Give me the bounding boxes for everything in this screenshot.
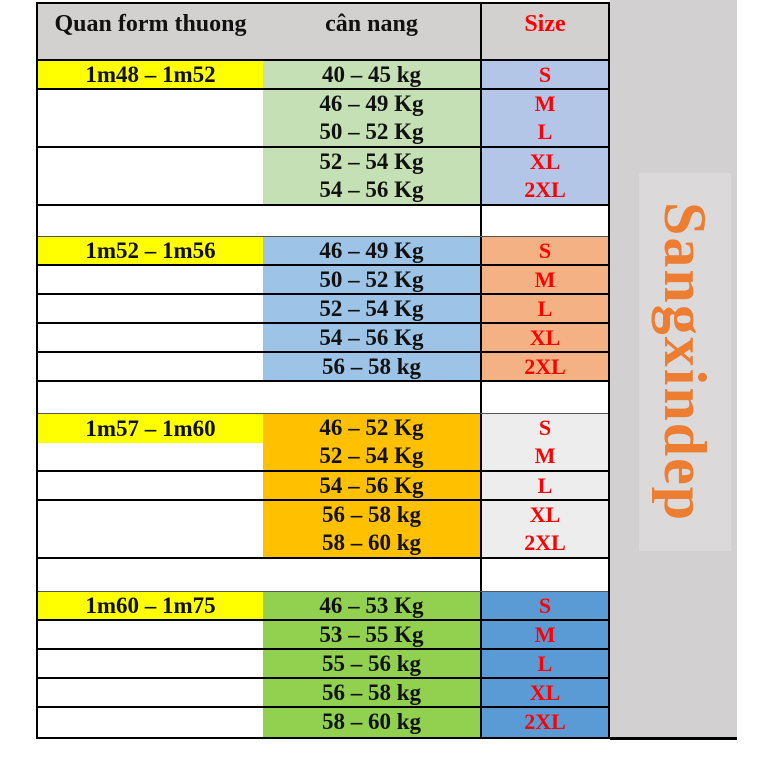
table-row bbox=[38, 679, 608, 708]
size-cell: XL bbox=[480, 324, 608, 351]
height-cell bbox=[38, 61, 263, 88]
weight-cell: 58 – 60 kg bbox=[263, 708, 480, 737]
height-cell-empty bbox=[38, 324, 263, 351]
table-row bbox=[38, 414, 608, 472]
weight-cell: 56 – 58 kg bbox=[263, 679, 480, 706]
table-row bbox=[38, 708, 608, 737]
weight-cell: 46 – 49 Kg bbox=[263, 237, 480, 264]
size-chart-table bbox=[36, 2, 610, 739]
size-cell: L bbox=[480, 650, 608, 677]
table-row bbox=[38, 266, 608, 295]
size-cell: M L bbox=[480, 90, 608, 146]
weight-cell: 40 – 45 kg bbox=[263, 61, 480, 88]
spacer-row bbox=[38, 382, 608, 414]
size-cell: L bbox=[480, 472, 608, 499]
sidebar-panel bbox=[610, 0, 737, 740]
height-range-label: 1m57 – 1m60 bbox=[38, 414, 263, 443]
height-cell-empty bbox=[38, 708, 263, 737]
height-range-label: 1m48 – 1m52 bbox=[38, 61, 263, 88]
size-cell: L bbox=[480, 295, 608, 322]
height-cell bbox=[38, 414, 263, 470]
size-cell: S M bbox=[480, 414, 608, 470]
height-cell-empty bbox=[38, 353, 263, 380]
height-range-label: 1m60 – 1m75 bbox=[38, 592, 263, 619]
height-cell-empty bbox=[38, 266, 263, 293]
height-cell bbox=[38, 592, 263, 619]
brand-watermark: Sangxindep bbox=[652, 201, 718, 523]
height-cell-empty bbox=[38, 650, 263, 677]
height-column-header: Quan form thuong bbox=[54, 11, 247, 37]
header-row bbox=[38, 4, 608, 61]
table-row bbox=[38, 237, 608, 266]
size-cell: XL bbox=[480, 679, 608, 706]
table-row bbox=[38, 353, 608, 382]
size-cell: S bbox=[480, 592, 608, 619]
size-cell: M bbox=[480, 266, 608, 293]
table-row bbox=[38, 61, 608, 90]
weight-cell: 46 – 53 Kg bbox=[263, 592, 480, 619]
height-cell-empty bbox=[38, 501, 263, 557]
size-cell: XL 2XL bbox=[480, 148, 608, 204]
size-cell: M bbox=[480, 621, 608, 648]
size-column-header: Size bbox=[480, 4, 608, 59]
height-cell bbox=[38, 237, 263, 264]
weight-cell: 50 – 52 Kg bbox=[263, 266, 480, 293]
size-cell: S bbox=[480, 237, 608, 264]
table-row bbox=[38, 324, 608, 353]
weight-cell: 54 – 56 Kg bbox=[263, 472, 480, 499]
weight-cell: 52 – 54 Kg bbox=[263, 295, 480, 322]
table-row bbox=[38, 650, 608, 679]
height-cell-empty bbox=[38, 295, 263, 322]
height-cell-empty bbox=[38, 90, 263, 146]
height-cell-empty bbox=[38, 621, 263, 648]
size-cell: 2XL bbox=[480, 708, 608, 737]
table-row bbox=[38, 90, 608, 148]
height-cell-empty bbox=[38, 679, 263, 706]
height-cell-empty bbox=[38, 148, 263, 204]
header-merged-cell bbox=[38, 4, 480, 59]
weight-cell: 56 – 58 kg 58 – 60 kg bbox=[263, 501, 480, 557]
height-range-label: 1m52 – 1m56 bbox=[38, 237, 263, 264]
size-cell: 2XL bbox=[480, 353, 608, 380]
weight-cell: 56 – 58 kg bbox=[263, 353, 480, 380]
watermark-panel bbox=[639, 173, 731, 551]
spacer-row bbox=[38, 559, 608, 592]
spacer-row bbox=[38, 206, 608, 237]
weight-cell: 54 – 56 Kg bbox=[263, 324, 480, 351]
weight-cell: 52 – 54 Kg 54 – 56 Kg bbox=[263, 148, 480, 204]
weight-cell: 55 – 56 kg bbox=[263, 650, 480, 677]
weight-cell: 46 – 52 Kg 52 – 54 Kg bbox=[263, 414, 480, 470]
table-row bbox=[38, 592, 608, 621]
size-cell: S bbox=[480, 61, 608, 88]
weight-cell: 53 – 55 Kg bbox=[263, 621, 480, 648]
weight-cell: 46 – 49 Kg 50 – 52 Kg bbox=[263, 90, 480, 146]
table-row bbox=[38, 295, 608, 324]
table-row bbox=[38, 148, 608, 206]
table-row bbox=[38, 621, 608, 650]
height-cell-empty bbox=[38, 472, 263, 499]
size-cell: XL 2XL bbox=[480, 501, 608, 557]
weight-column-header: cân nang bbox=[325, 11, 418, 37]
table-row bbox=[38, 501, 608, 559]
table-row bbox=[38, 472, 608, 501]
